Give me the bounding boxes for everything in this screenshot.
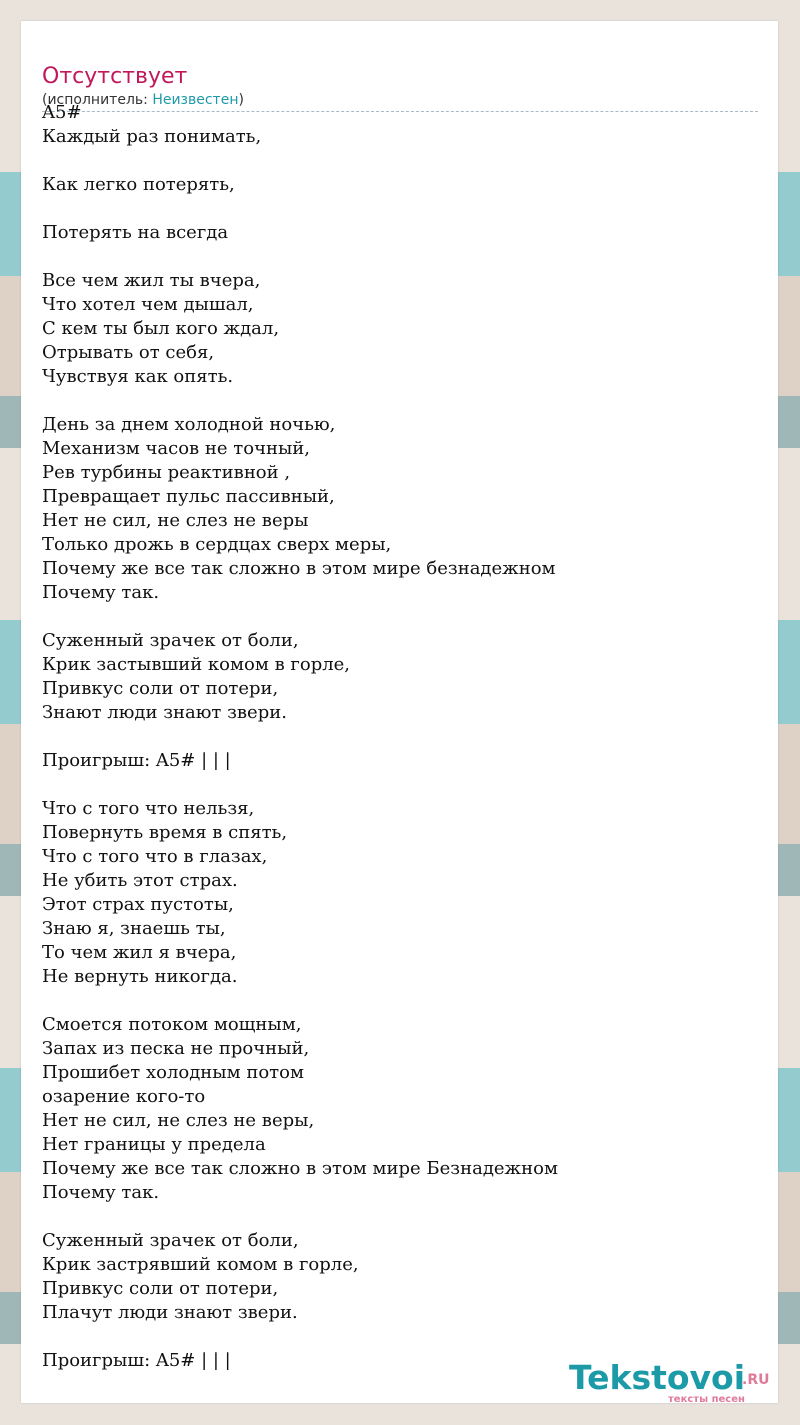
lyric-line [42, 149, 758, 173]
lyric-line: Проигрыш: A5# | | | [42, 750, 231, 771]
lyric-line: Крик застрявший комом в горле, [42, 1254, 359, 1275]
lyric-line: Почему так. [42, 1182, 160, 1203]
lyric-line: Почему так. [42, 582, 160, 603]
lyric-line: Превращает пульс пассивный, [42, 486, 335, 507]
lyric-line: Суженный зрачек от боли, [42, 630, 299, 651]
lyric-line: Почему же все так сложно в этом мире Безнадежном [42, 1158, 558, 1179]
lyric-line: Потерять на всегда [42, 222, 229, 243]
artist-prefix: (исполнитель: [42, 92, 153, 108]
lyric-line [42, 989, 758, 1013]
lyric-line: Этот страх пустоты, [42, 894, 234, 915]
lyric-line: Механизм часов не точный, [42, 438, 311, 459]
lyric-line: A5# [42, 102, 82, 123]
lyric-line [42, 605, 758, 629]
lyric-line: Отрывать от себя, [42, 342, 215, 363]
lyric-line: Нет границы у предела [42, 1134, 266, 1155]
lyric-line: Проигрыш: A5# | | | [42, 1350, 231, 1371]
lyric-line: То чем жил я вчера, [42, 942, 237, 963]
lyric-line: Знают люди знают звери. [42, 702, 287, 723]
lyric-line: Плачут люди знают звери. [42, 1302, 298, 1323]
lyric-line: Привкус соли от потери, [42, 678, 279, 699]
logo-tld: .RU [742, 1372, 770, 1388]
artist-link[interactable]: Неизвестен [152, 92, 239, 108]
lyric-line: Почему же все так сложно в этом мире безнадежном [42, 558, 556, 579]
lyric-line: Не вернуть никогда. [42, 966, 238, 987]
lyric-line: Каждый раз понимать, [42, 126, 262, 147]
artist-suffix: ) [238, 92, 244, 108]
lyric-line: Только дрожь в сердцах сверх меры, [42, 534, 392, 555]
lyric-line: С кем ты был кого ждал, [42, 318, 280, 339]
logo-wordmark: Tekstovoi [569, 1358, 746, 1397]
lyric-line: Нет не сил, не слез не веры, [42, 1110, 315, 1131]
lyric-line: Смоется потоком мощным, [42, 1014, 302, 1035]
lyric-line: Прошибет холодным потом [42, 1062, 304, 1083]
lyric-line: Запах из песка не прочный, [42, 1038, 310, 1059]
site-logo[interactable] [569, 1359, 779, 1405]
lyrics-card [21, 21, 778, 1403]
lyric-line: Все чем жил ты вчера, [42, 270, 261, 291]
lyric-line [42, 1205, 758, 1229]
lyric-line [42, 1325, 758, 1349]
lyric-line: Нет не сил, не слез не веры [42, 510, 309, 531]
song-title: Отсутствует [42, 64, 188, 89]
lyric-line: День за днем холодной ночью, [42, 414, 336, 435]
lyric-line [42, 389, 758, 413]
lyric-line: озарение кого-то [42, 1086, 206, 1107]
lyric-line: Крик застывший комом в горле, [42, 654, 351, 675]
lyric-line: Что с того что в глазах, [42, 846, 268, 867]
lyric-line [42, 197, 758, 221]
logo-tagline: тексты песен [668, 1394, 745, 1405]
lyrics-text [42, 101, 758, 1373]
lyric-line: Знаю я, знаешь ты, [42, 918, 226, 939]
lyric-line: Рев турбины реактивной , [42, 462, 291, 483]
lyric-line [42, 773, 758, 797]
lyric-line: Суженный зрачек от боли, [42, 1230, 299, 1251]
lyric-line: Повернуть время в спять, [42, 822, 288, 843]
lyric-line [42, 725, 758, 749]
lyric-line: Не убить этот страх. [42, 870, 238, 891]
lyric-line: Как легко потерять, [42, 174, 235, 195]
lyric-line: Привкус соли от потери, [42, 1278, 279, 1299]
lyric-line: Что с того что нельзя, [42, 798, 255, 819]
lyric-line: Что хотел чем дышал, [42, 294, 254, 315]
lyric-line: Чувствуя как опять. [42, 366, 234, 387]
lyric-line [42, 245, 758, 269]
